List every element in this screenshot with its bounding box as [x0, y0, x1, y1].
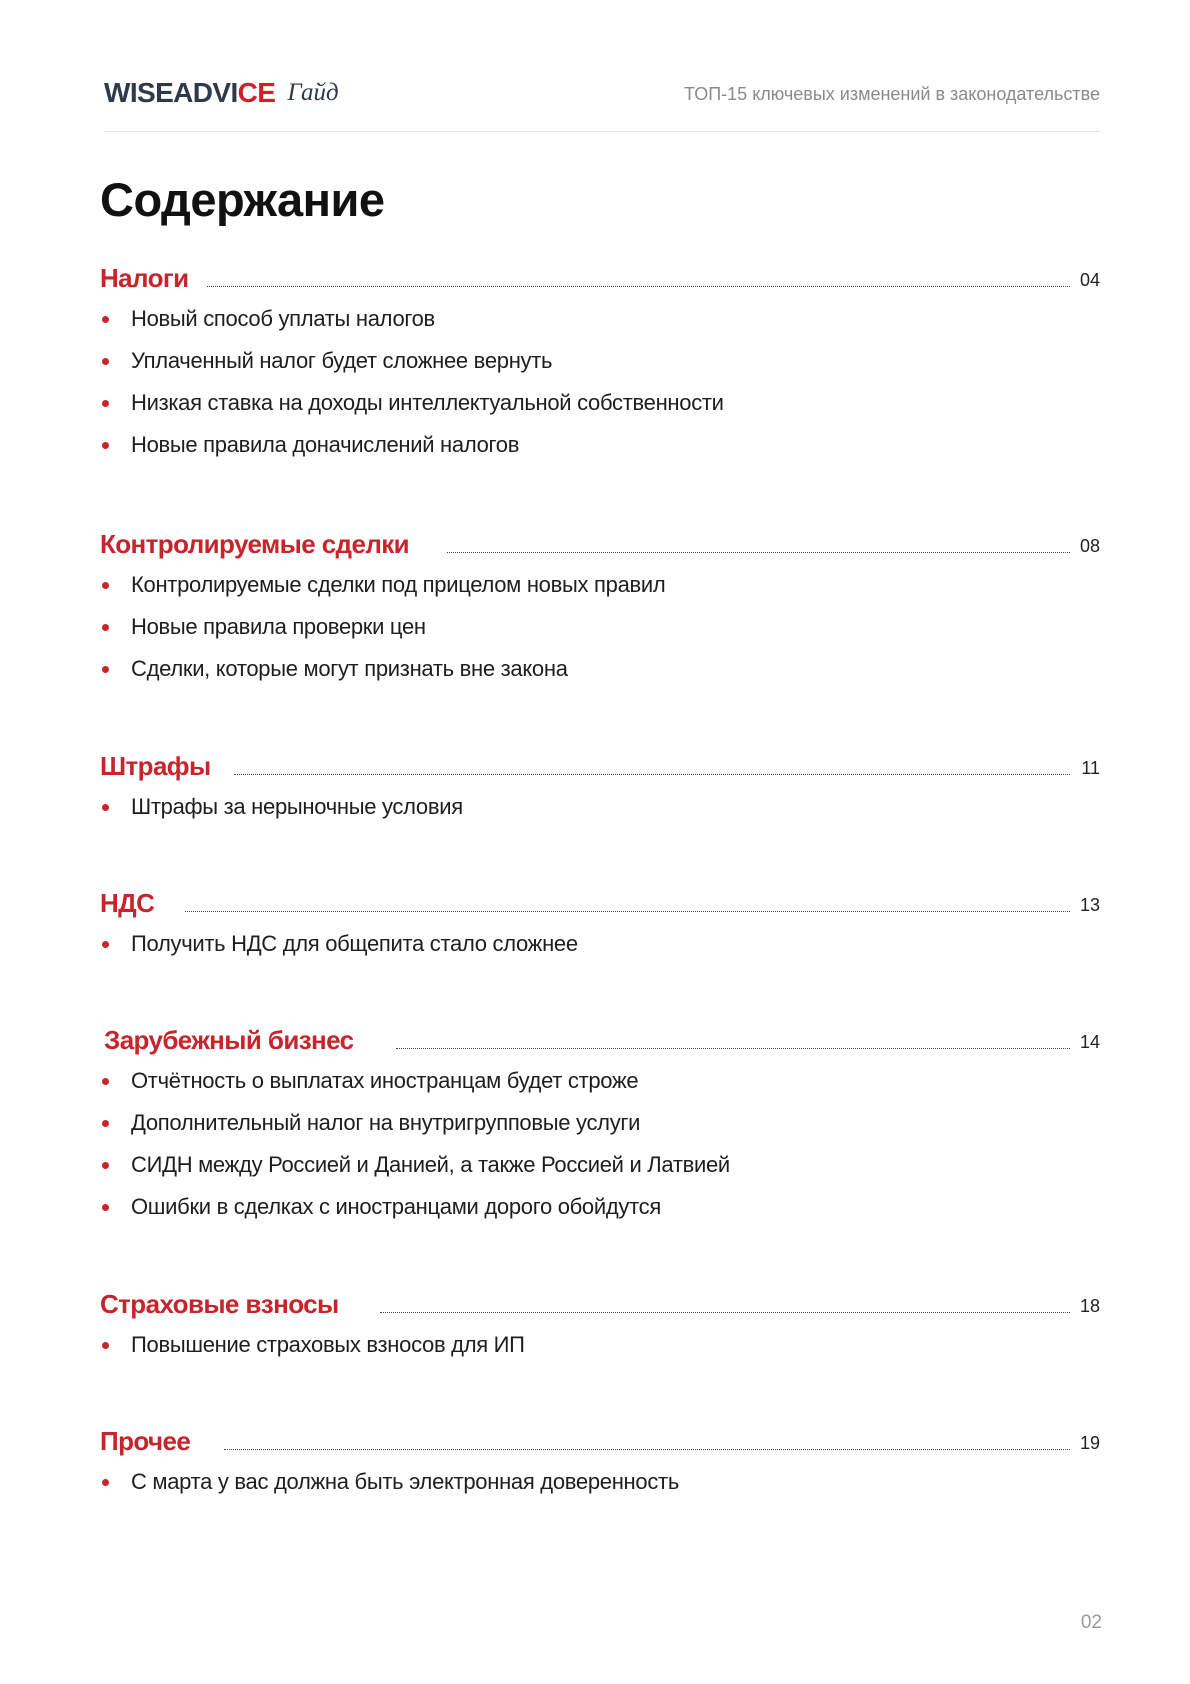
toc-item[interactable]: Ошибки в сделках с иностранцами дорого обойдутся	[100, 1186, 1100, 1228]
toc-item[interactable]: Новые правила проверки цен	[100, 606, 1100, 648]
toc-item[interactable]: Дополнительный налог на внутригрупповые услуги	[100, 1102, 1100, 1144]
toc-item[interactable]: С марта у вас должна быть электронная доверенность	[100, 1461, 1100, 1503]
section-items	[100, 298, 1100, 466]
section-title[interactable]: Контролируемые сделки	[100, 524, 409, 564]
section-items	[100, 1324, 1100, 1366]
dot-leader	[185, 911, 1070, 912]
section-page-number[interactable]: 19	[1079, 1433, 1100, 1453]
section-title[interactable]: Страховые взносы	[100, 1284, 339, 1324]
toc-item[interactable]: Штрафы за нерыночные условия	[100, 786, 1100, 828]
toc-section-header[interactable]	[100, 524, 1100, 564]
toc-item[interactable]: Низкая ставка на доходы интеллектуальной собственности	[100, 382, 1100, 424]
section-page-number[interactable]: 08	[1079, 536, 1100, 556]
bullet-icon	[102, 582, 109, 589]
dot-leader	[234, 774, 1070, 775]
dot-leader	[447, 552, 1070, 553]
toc-item[interactable]: Контролируемые сделки под прицелом новых правил	[100, 564, 1100, 606]
section-page-number[interactable]: 11	[1081, 758, 1100, 778]
dot-leader	[207, 286, 1070, 287]
bullet-icon	[102, 624, 109, 631]
page-header	[104, 78, 1100, 132]
bullet-icon	[102, 1162, 109, 1169]
document-title: ТОП-15 ключевых изменений в законодательстве	[684, 84, 1100, 104]
toc-section-header[interactable]	[100, 1421, 1100, 1461]
section-page-number[interactable]: 18	[1079, 1296, 1100, 1316]
bullet-icon	[102, 1078, 109, 1085]
toc-section-other[interactable]	[100, 1421, 1100, 1503]
toc-item[interactable]: СИДН между Россией и Данией, а также Россией и Латвией	[100, 1144, 1100, 1186]
bullet-icon	[102, 1204, 109, 1211]
bullet-icon	[102, 666, 109, 673]
page-title: Содержание	[100, 173, 385, 226]
section-items	[100, 786, 1100, 828]
toc-item[interactable]: Уплаченный налог будет сложнее вернуть	[100, 340, 1100, 382]
toc-item[interactable]: Новый способ уплаты налогов	[100, 298, 1100, 340]
bullet-icon	[102, 941, 109, 948]
section-title[interactable]: Прочее	[100, 1421, 190, 1461]
toc-section-header[interactable]	[100, 1284, 1100, 1324]
footer-page-number: 02	[1080, 1612, 1102, 1633]
section-items	[100, 564, 1100, 690]
section-title[interactable]: Штрафы	[100, 746, 211, 786]
toc-section-header[interactable]	[100, 258, 1100, 298]
bullet-icon	[102, 400, 109, 407]
section-title[interactable]: Налоги	[100, 258, 189, 298]
logo-wordmark: WISEADVICE	[104, 77, 276, 108]
dot-leader	[224, 1449, 1070, 1450]
toc-item[interactable]: Сделки, которые могут признать вне закона	[100, 648, 1100, 690]
toc-item[interactable]: Отчётность о выплатах иностранцам будет строже	[100, 1060, 1100, 1102]
toc-section-header[interactable]	[100, 1020, 1100, 1060]
section-page-number[interactable]: 13	[1079, 895, 1100, 915]
section-page-number[interactable]: 14	[1079, 1032, 1100, 1052]
toc-item[interactable]: Повышение страховых взносов для ИП	[100, 1324, 1100, 1366]
bullet-icon	[102, 442, 109, 449]
logo-ce-accent: CE	[237, 77, 276, 108]
bullet-icon	[102, 1479, 109, 1486]
toc-section-header[interactable]	[100, 883, 1100, 923]
section-title[interactable]: НДС	[100, 883, 154, 923]
section-items	[100, 1060, 1100, 1228]
toc-section-header[interactable]	[100, 746, 1100, 786]
logo-subtitle: Гайд	[287, 79, 339, 106]
bullet-icon	[102, 358, 109, 365]
section-page-number[interactable]: 04	[1079, 270, 1100, 290]
toc-section-taxes[interactable]	[100, 258, 1100, 466]
bullet-icon	[102, 1120, 109, 1127]
dot-leader	[396, 1048, 1070, 1049]
toc-section-insurance[interactable]	[100, 1284, 1100, 1366]
bullet-icon	[102, 316, 109, 323]
section-title[interactable]: Зарубежный бизнес	[104, 1020, 354, 1060]
bullet-icon	[102, 1342, 109, 1349]
toc-section-fines[interactable]	[100, 746, 1100, 828]
toc-section-foreign-business[interactable]	[100, 1020, 1100, 1228]
toc-section-controlled-deals[interactable]	[100, 524, 1100, 690]
dot-leader	[380, 1312, 1070, 1313]
toc-section-vat[interactable]	[100, 883, 1100, 965]
toc-item[interactable]: Новые правила доначислений налогов	[100, 424, 1100, 466]
wiseadvice-logo	[104, 78, 339, 108]
section-items	[100, 923, 1100, 965]
toc-item[interactable]: Получить НДС для общепита стало сложнее	[100, 923, 1100, 965]
section-items	[100, 1461, 1100, 1503]
bullet-icon	[102, 804, 109, 811]
